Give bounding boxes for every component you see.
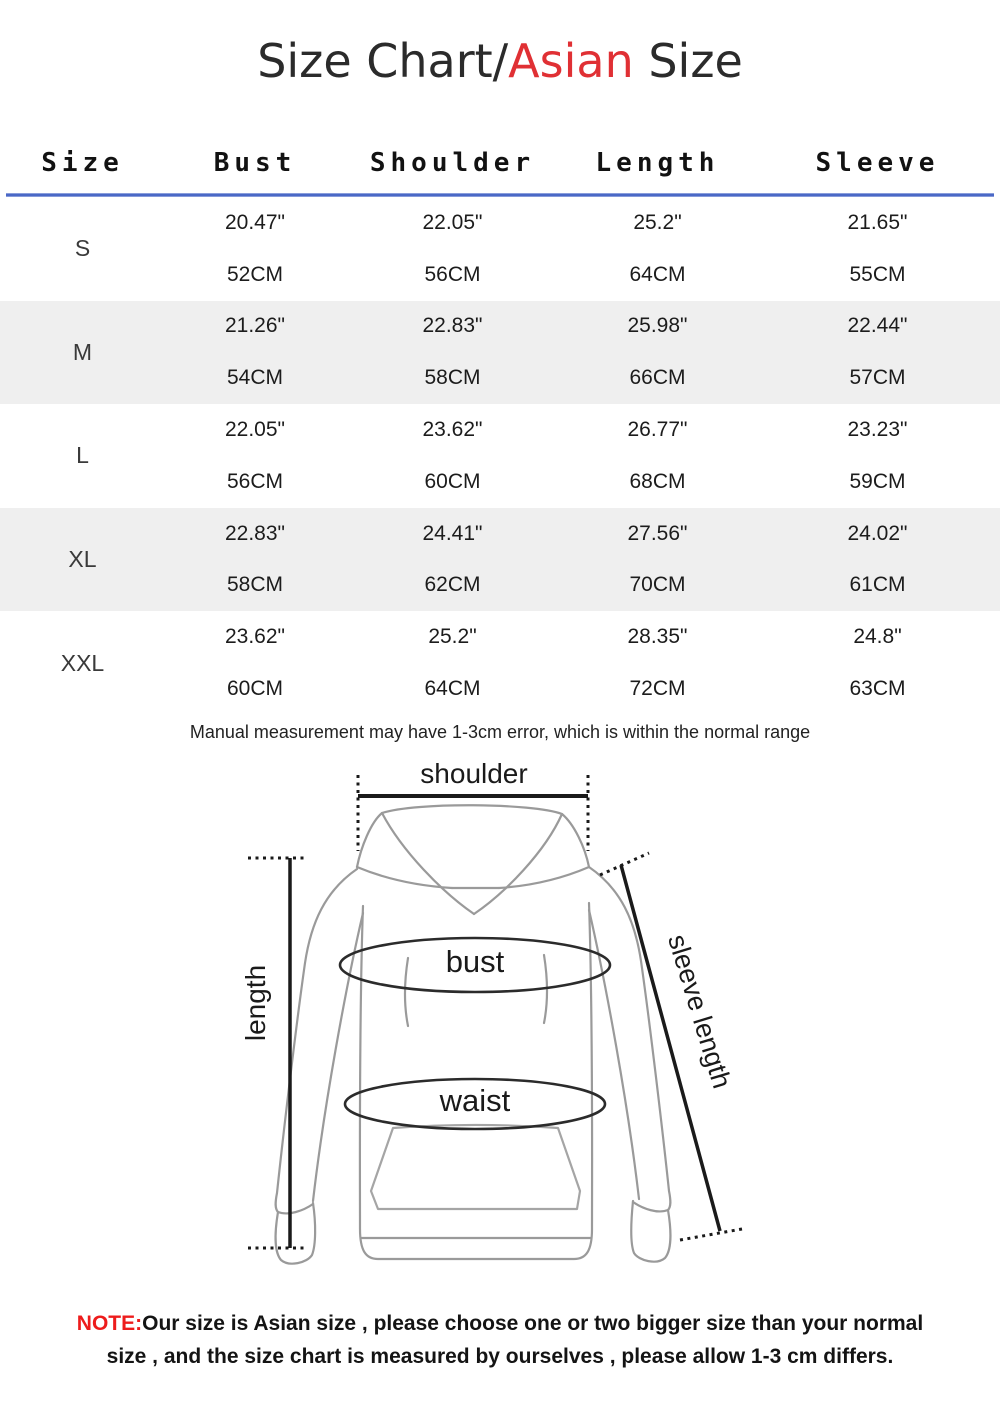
size-label: XL	[68, 546, 97, 573]
length-cell	[560, 301, 755, 405]
inch-value: 23.23"	[847, 418, 908, 442]
inch-value: 24.02"	[847, 521, 908, 545]
bust-cell	[165, 611, 345, 715]
bust-cell	[165, 301, 345, 405]
measurement-tolerance-note: Manual measurement may have 1-3cm error, which is within the normal range	[189, 721, 811, 742]
cm-value: 66CM	[629, 366, 686, 390]
inch-value: 23.62"	[422, 418, 483, 442]
column-header-sleeve: Sleeve	[815, 148, 940, 178]
length-cell	[560, 197, 755, 301]
cm-value: 63CM	[849, 677, 906, 701]
inch-value: 26.77"	[627, 418, 688, 442]
cm-value: 61CM	[849, 573, 906, 597]
bust-cell	[165, 197, 345, 301]
column-header-shoulder: Shoulder	[369, 148, 536, 178]
hoodie-measurement-diagram	[212, 751, 772, 1296]
size-label: M	[72, 338, 93, 365]
cm-value: 59CM	[849, 469, 906, 493]
size-chart-page	[0, 30, 1000, 1423]
cm-value: 72CM	[629, 677, 686, 701]
inch-value: 25.2"	[428, 625, 477, 649]
title-part2: Size	[633, 34, 743, 88]
size-label: L	[76, 442, 89, 469]
note-prefix: NOTE:	[76, 1311, 143, 1335]
inch-value: 20.47"	[224, 210, 285, 234]
length-cell	[560, 508, 755, 612]
cm-value: 57CM	[849, 366, 906, 390]
shoulder-cell	[345, 301, 560, 405]
inch-value: 22.05"	[224, 418, 285, 442]
cm-value: 68CM	[629, 469, 686, 493]
cm-value: 56CM	[226, 469, 284, 493]
size-label: XXL	[60, 649, 105, 676]
cm-value: 64CM	[629, 262, 686, 286]
inch-value: 28.35"	[627, 625, 688, 649]
table-row-l	[0, 404, 1000, 508]
inch-value: 22.83"	[422, 314, 483, 338]
shoulder-cell	[345, 404, 560, 508]
column-header-size: Size	[41, 148, 124, 178]
cm-value: 55CM	[849, 262, 906, 286]
length-cell	[560, 404, 755, 508]
column-header-bust: Bust	[213, 148, 297, 178]
size-label: S	[74, 235, 91, 262]
table-row-m	[0, 301, 1000, 405]
inch-value: 22.83"	[224, 521, 285, 545]
table-row-xxl	[0, 611, 1000, 715]
shoulder-cell	[345, 611, 560, 715]
inch-value: 22.44"	[847, 314, 908, 338]
inch-value: 22.05"	[422, 210, 483, 234]
sleeve-cell	[755, 197, 1000, 301]
note-line2: size , and the size chart is measured by ourselves , please allow 1-3 cm differs.	[106, 1344, 894, 1368]
note-line1: Our size is Asian size , please choose one or two bigger size than your normal	[142, 1311, 924, 1335]
footer-note	[0, 1307, 1000, 1373]
hoodie-outline	[276, 805, 671, 1263]
cm-value: 58CM	[424, 366, 481, 390]
shoulder-cell	[345, 197, 560, 301]
shoulder-label: shoulder	[420, 757, 528, 789]
title-highlight: Asian	[508, 34, 634, 88]
hoodie-diagram-container	[212, 751, 772, 1296]
length-cell	[560, 611, 755, 715]
size-table	[0, 197, 1000, 715]
sleeve-cell	[755, 611, 1000, 715]
cm-value: 54CM	[226, 366, 284, 390]
inch-value: 25.2"	[633, 210, 682, 234]
table-row-xl	[0, 508, 1000, 612]
cm-value: 70CM	[629, 573, 686, 597]
cm-value: 60CM	[226, 677, 284, 701]
cm-value: 58CM	[226, 573, 284, 597]
table-row-s	[0, 197, 1000, 301]
sleeve-cell	[755, 301, 1000, 405]
cm-value: 62CM	[424, 573, 481, 597]
bust-cell	[165, 508, 345, 612]
bust-label: bust	[445, 943, 505, 979]
inch-value: 21.26"	[224, 314, 285, 338]
inch-value: 24.8"	[853, 625, 902, 649]
inch-value: 24.41"	[422, 521, 483, 545]
bust-cell	[165, 404, 345, 508]
title-part1: Size Chart/	[257, 34, 509, 88]
cm-value: 56CM	[424, 262, 481, 286]
sleeve-length-label: sleeve length	[662, 930, 738, 1092]
cm-value: 60CM	[424, 469, 481, 493]
length-label: length	[240, 964, 271, 1042]
inch-value: 25.98"	[627, 314, 688, 338]
waist-label: waist	[439, 1082, 511, 1118]
sleeve-cell	[755, 508, 1000, 612]
inch-value: 21.65"	[847, 210, 908, 234]
inch-value: 27.56"	[627, 521, 688, 545]
sleeve-tick-bottom	[680, 1229, 742, 1240]
column-header-length: Length	[595, 148, 720, 178]
inch-value: 23.62"	[224, 625, 285, 649]
kangaroo-pocket	[371, 1125, 580, 1209]
sleeve-cell	[755, 404, 1000, 508]
table-header-row	[0, 138, 1000, 188]
shoulder-cell	[345, 508, 560, 612]
page-title	[0, 30, 1000, 92]
cm-value: 64CM	[424, 677, 481, 701]
cm-value: 52CM	[226, 262, 284, 286]
